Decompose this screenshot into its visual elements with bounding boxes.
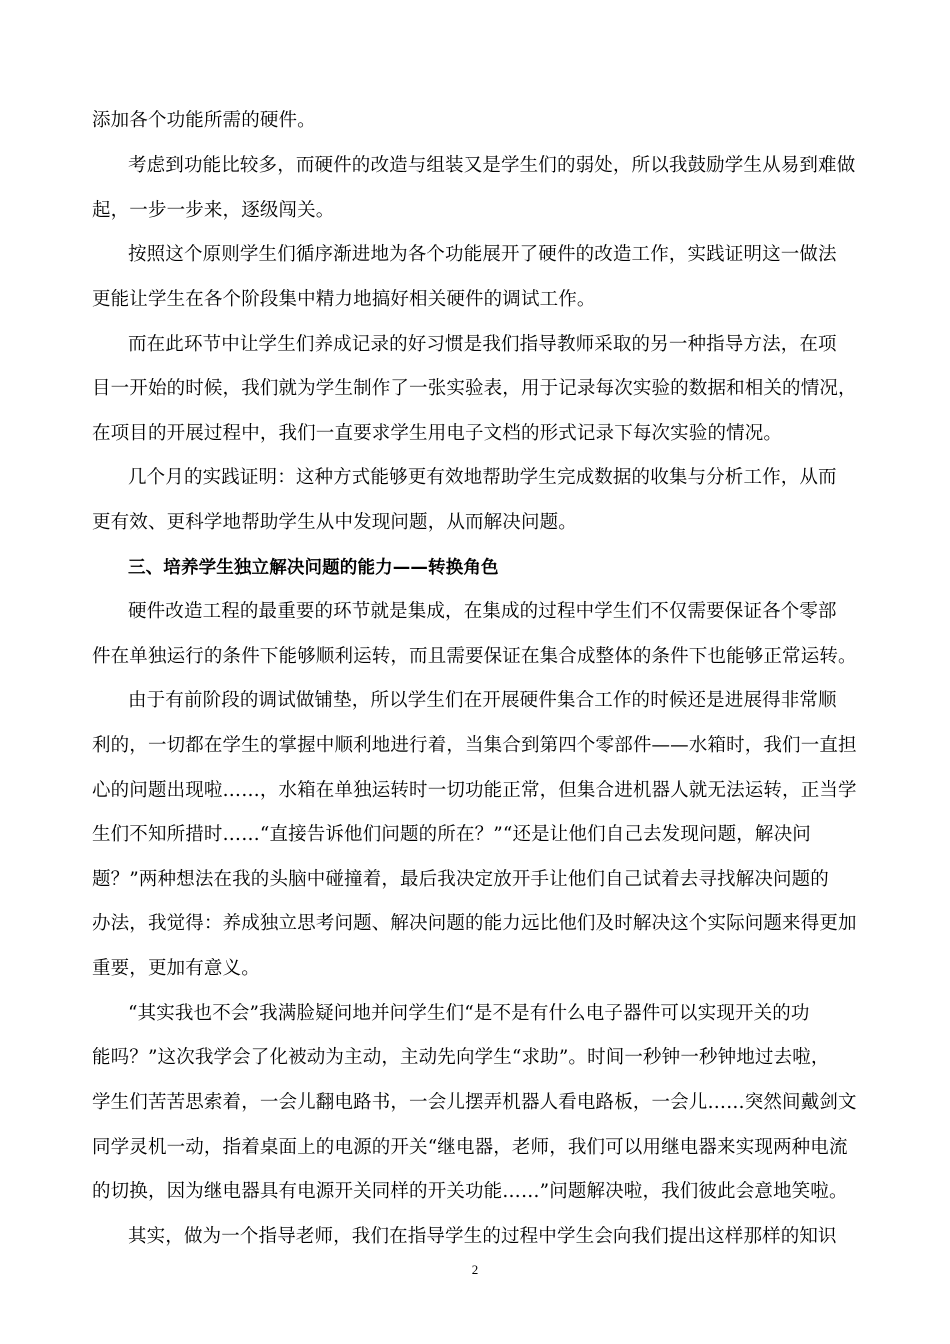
text-line: 硬件改造工程的最重要的环节就是集成，在集成的过程中学生们不仅需要保证各个零部 <box>128 601 837 622</box>
text-line: 在项目的开展过程中，我们一直要求学生用电子文档的形式记录下每次实验的情况。 <box>92 423 783 444</box>
text-line: 重要，更加有意义。 <box>92 958 260 979</box>
text-line: 更有效、更科学地帮助学生从中发现问题，从而解决问题。 <box>92 512 577 533</box>
text-line: 心的问题出现啦……，水箱在单独运转时一切功能正常，但集合进机器人就无法运转，正当学 <box>92 780 857 801</box>
text-line: 的切换，因为继电器具有电源开关同样的开关功能……”问题解决啦，我们彼此会意地笑啦。 <box>92 1181 848 1202</box>
text-line: 其实，做为一个指导老师，我们在指导学生的过程中学生会向我们提出这样那样的知识 <box>128 1226 837 1247</box>
text-line: 按照这个原则学生们循序渐进地为各个功能展开了硬件的改造工作，实践证明这一做法 <box>128 244 837 265</box>
text-line: 考虑到功能比较多，而硬件的改造与组装又是学生们的弱处，所以我鼓励学生从易到难做 <box>128 155 856 176</box>
text-line: 添加各个功能所需的硬件。 <box>92 110 316 131</box>
text-line: 学生们苦苦思索着，一会儿翻电路书，一会儿摆弄机器人看电路板，一会儿……突然间戴剑文 <box>92 1092 857 1113</box>
text-line: 办法，我觉得：养成独立思考问题、解决问题的能力远比他们及时解决这个实际问题来得更加 <box>92 913 857 934</box>
text-line: 题？”两种想法在我的头脑中碰撞着，最后我决定放开手让他们自己试着去寻找解决问题的 <box>92 869 829 890</box>
text-line: 而在此环节中让学生们养成记录的好习惯是我们指导教师采取的另一种指导方法，在项 <box>128 334 837 355</box>
text-line: “其实我也不会”我满脸疑问地并问学生们“是不是有什么电子器件可以实现开关的功 <box>128 1003 810 1024</box>
text-line: 更能让学生在各个阶段集中精力地搞好相关硬件的调试工作。 <box>92 289 596 310</box>
section-heading: 三、培养学生独立解决问题的能力——转换角色 <box>128 558 499 578</box>
text-line: 利的，一切都在学生的掌握中顺利地进行着，当集合到第四个零部件——水箱时，我们一直担 <box>92 735 857 756</box>
page-number: 2 <box>471 1262 479 1277</box>
text-line: 目一开始的时候，我们就为学生制作了一张实验表，用于记录每次实验的数据和相关的情况， <box>92 378 857 399</box>
text-line: 起，一步一步来，逐级闯关。 <box>92 200 335 221</box>
text-line: 件在单独运行的条件下能够顺利运转，而且需要保证在集合成整体的条件下也能够正常运转。 <box>92 646 857 667</box>
text-line: 几个月的实践证明：这种方式能够更有效地帮助学生完成数据的收集与分析工作，从而 <box>128 467 837 488</box>
text-line: 生们不知所措时……“直接告诉他们问题的所在？”“还是让他们自己去发现问题，解决问 <box>92 824 811 845</box>
text-line: 能吗？”这次我学会了化被动为主动，主动先向学生“求助”。时间一秒钟一秒钟地过去啦， <box>92 1047 830 1068</box>
text-line: 由于有前阶段的调试做铺垫，所以学生们在开展硬件集合工作的时候还是进展得非常顺 <box>128 690 837 711</box>
text-line: 同学灵机一动，指着桌面上的电源的开关“继电器，老师，我们可以用继电器来实现两种电流 <box>92 1137 848 1158</box>
